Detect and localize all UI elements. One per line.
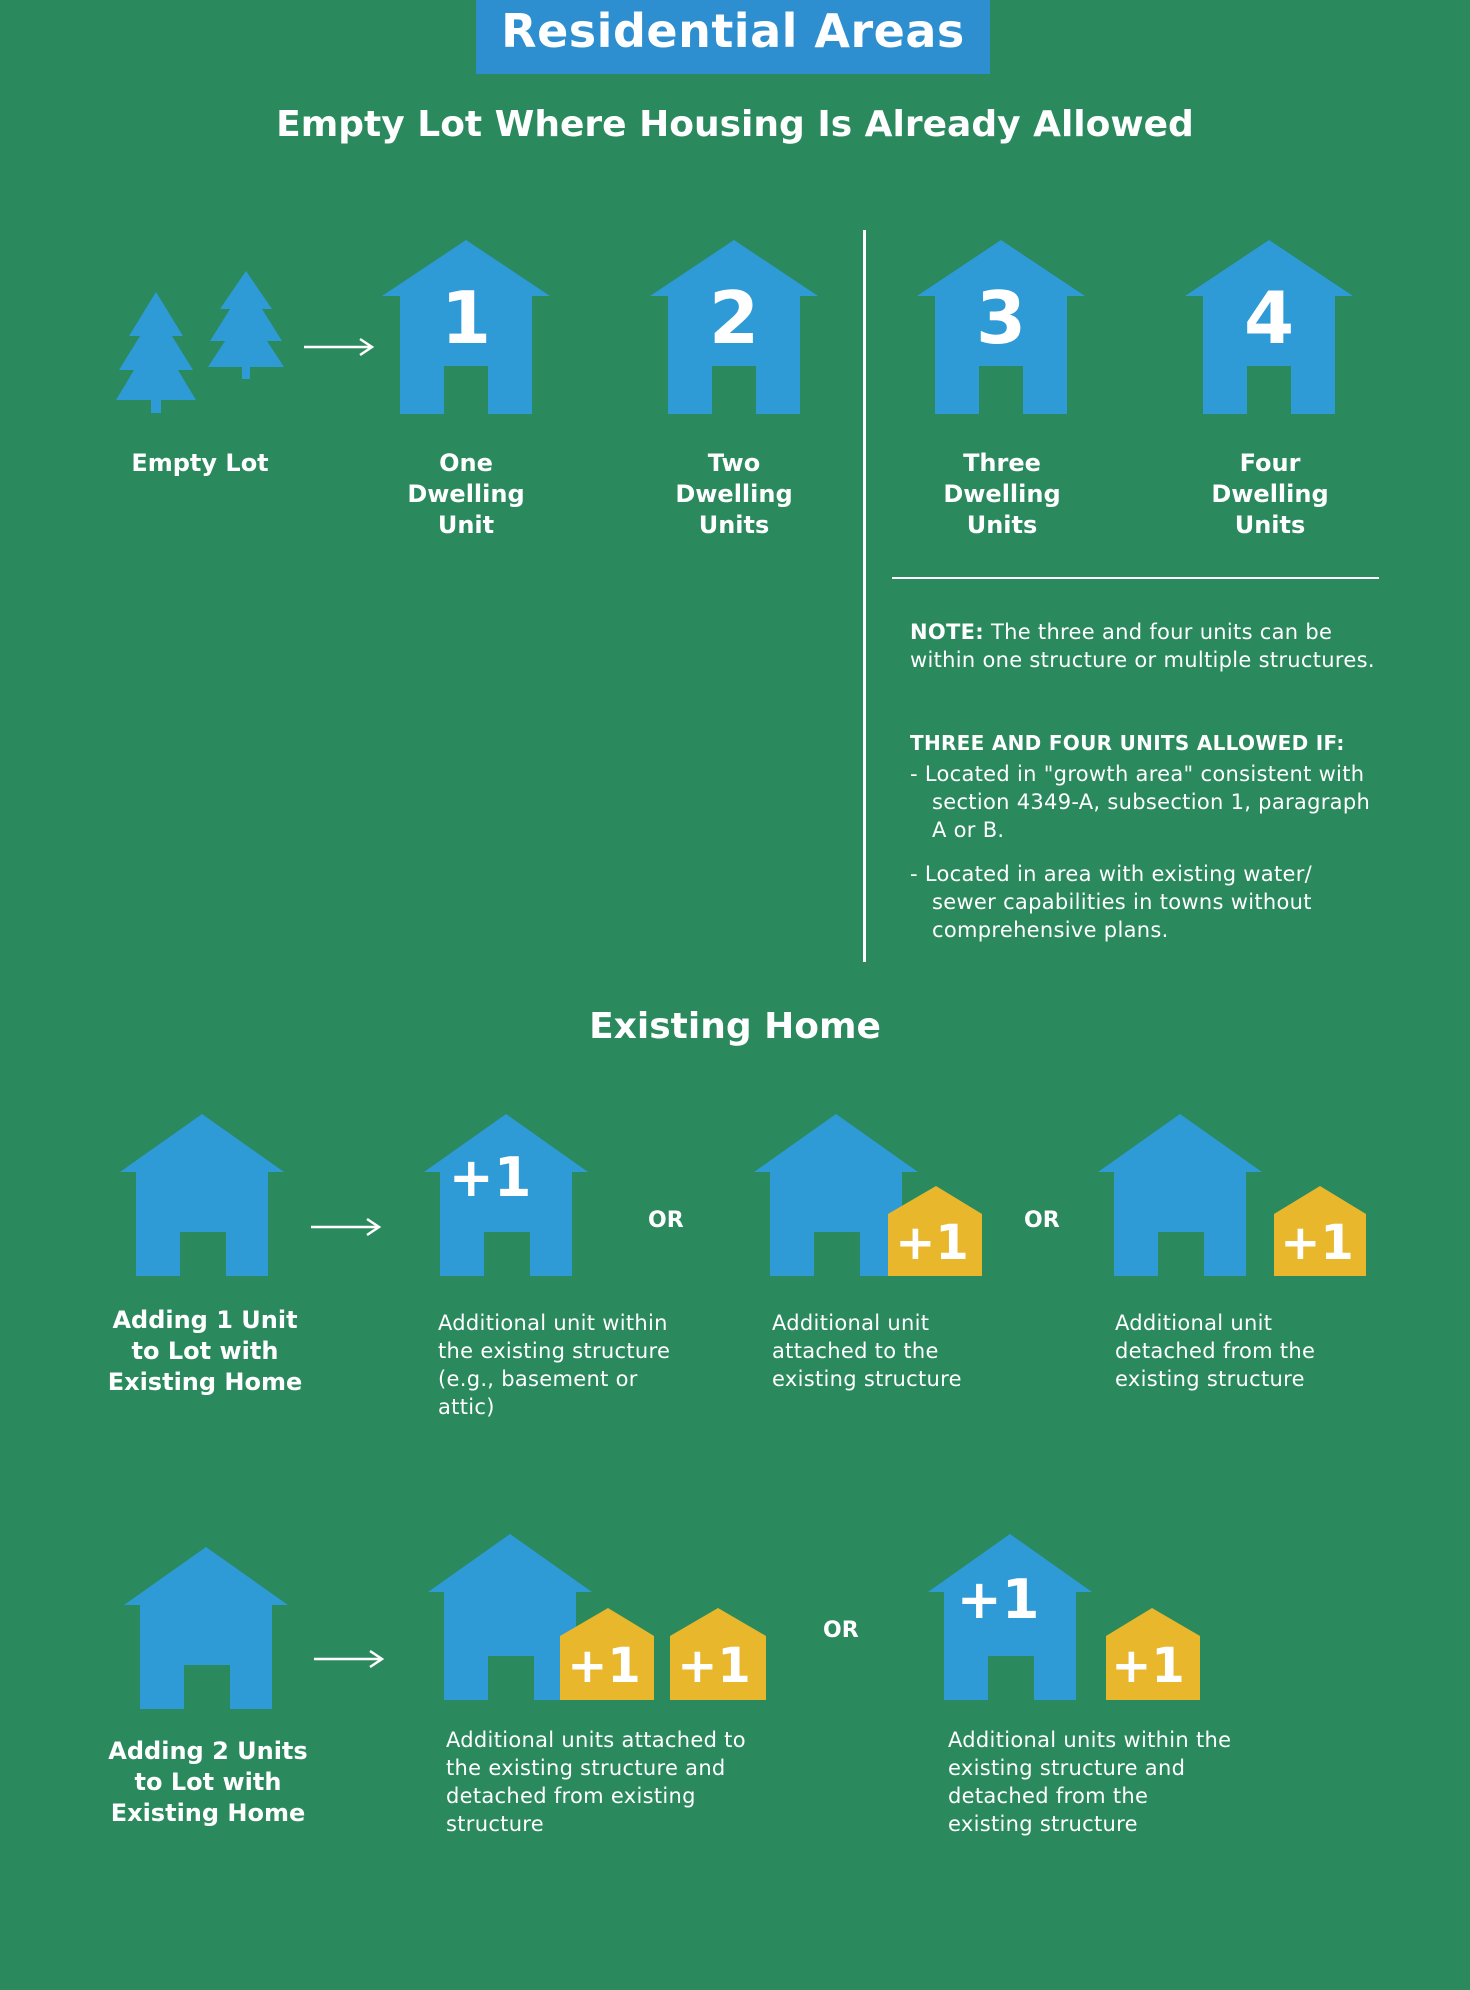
empty-lot-label: Empty Lot: [131, 449, 269, 477]
plus-one-label: +1: [895, 1215, 969, 1271]
home-detached-unit-icon: [1096, 1112, 1368, 1278]
section2-heading: Existing Home: [589, 1006, 881, 1047]
allowed-item-1: - Located in "growth area" consistent with section 4349-A, subsection 1, paragraph A or B.: [910, 762, 1371, 842]
row2-option-attached-detached: Additional units attached to the existing structure and detached from existing structure: [446, 1728, 746, 1836]
note-text: The three and four units can be within one structure or multiple structures.: [910, 620, 1375, 672]
home-within-unit-icon: [422, 1112, 590, 1278]
house-number-3: 3: [975, 276, 1027, 360]
plus-one-label: +1: [677, 1638, 751, 1694]
existing-home-icon: [122, 1545, 290, 1711]
row2-label: Adding 2 Units to Lot with Existing Home: [108, 1737, 308, 1827]
house-icon-3: [915, 238, 1087, 418]
house-label-3: Three Dwelling Units: [943, 449, 1061, 539]
arrow-icon: [312, 1648, 386, 1670]
row1-option-within: Additional unit within the existing structure (e.g., basement or attic): [438, 1311, 671, 1419]
plus-one-label: +1: [956, 1568, 1040, 1631]
plus-one-label: +1: [448, 1146, 532, 1209]
house-label-2: Two Dwelling Units: [675, 449, 793, 539]
row1-option-detached: Additional unit detached from the existing structure: [1115, 1311, 1316, 1391]
row1-option-attached: Additional unit attached to the existing structure: [772, 1311, 962, 1391]
or-label: OR: [648, 1208, 684, 1233]
home-attached-unit-icon: [752, 1112, 984, 1278]
arrow-icon: [302, 336, 376, 358]
plus-one-label: +1: [1280, 1215, 1354, 1271]
or-label: OR: [823, 1618, 859, 1643]
house-label-4: Four Dwelling Units: [1211, 449, 1329, 539]
house-icon-2: [648, 238, 820, 418]
house-icon-4: [1183, 238, 1355, 418]
house-number-1: 1: [440, 276, 492, 360]
house-number-2: 2: [708, 276, 760, 360]
house-number-4: 4: [1243, 276, 1295, 360]
or-label: OR: [1024, 1208, 1060, 1233]
allowed-heading: THREE AND FOUR UNITS ALLOWED IF:: [910, 731, 1345, 755]
note-block: [910, 618, 1380, 674]
house-label-1: One Dwelling Unit: [407, 449, 525, 539]
existing-home-icon: [118, 1112, 286, 1278]
allowed-item-2: - Located in area with existing water/ sewer capabilities in towns without comprehensive plans.: [910, 862, 1313, 942]
house-icon-1: [380, 238, 552, 418]
plus-one-label: +1: [567, 1638, 641, 1694]
row1-label: Adding 1 Unit to Lot with Existing Home: [107, 1306, 303, 1396]
arrow-icon: [309, 1216, 383, 1238]
horizontal-divider: [892, 577, 1379, 579]
home-attached-and-detached-units-icon: [426, 1532, 768, 1702]
note-label: NOTE:: [910, 620, 984, 644]
trees-icon: [110, 265, 290, 425]
page-title: Residential Areas: [501, 4, 965, 58]
section1-heading: Empty Lot Where Housing Is Already Allowed: [276, 104, 1194, 145]
plus-one-label: +1: [1111, 1638, 1185, 1694]
row2-option-within-detached: Additional units within the existing structure and detached from the existing structure: [948, 1728, 1232, 1836]
home-within-and-detached-units-icon: [926, 1532, 1202, 1702]
vertical-divider: [863, 230, 866, 962]
